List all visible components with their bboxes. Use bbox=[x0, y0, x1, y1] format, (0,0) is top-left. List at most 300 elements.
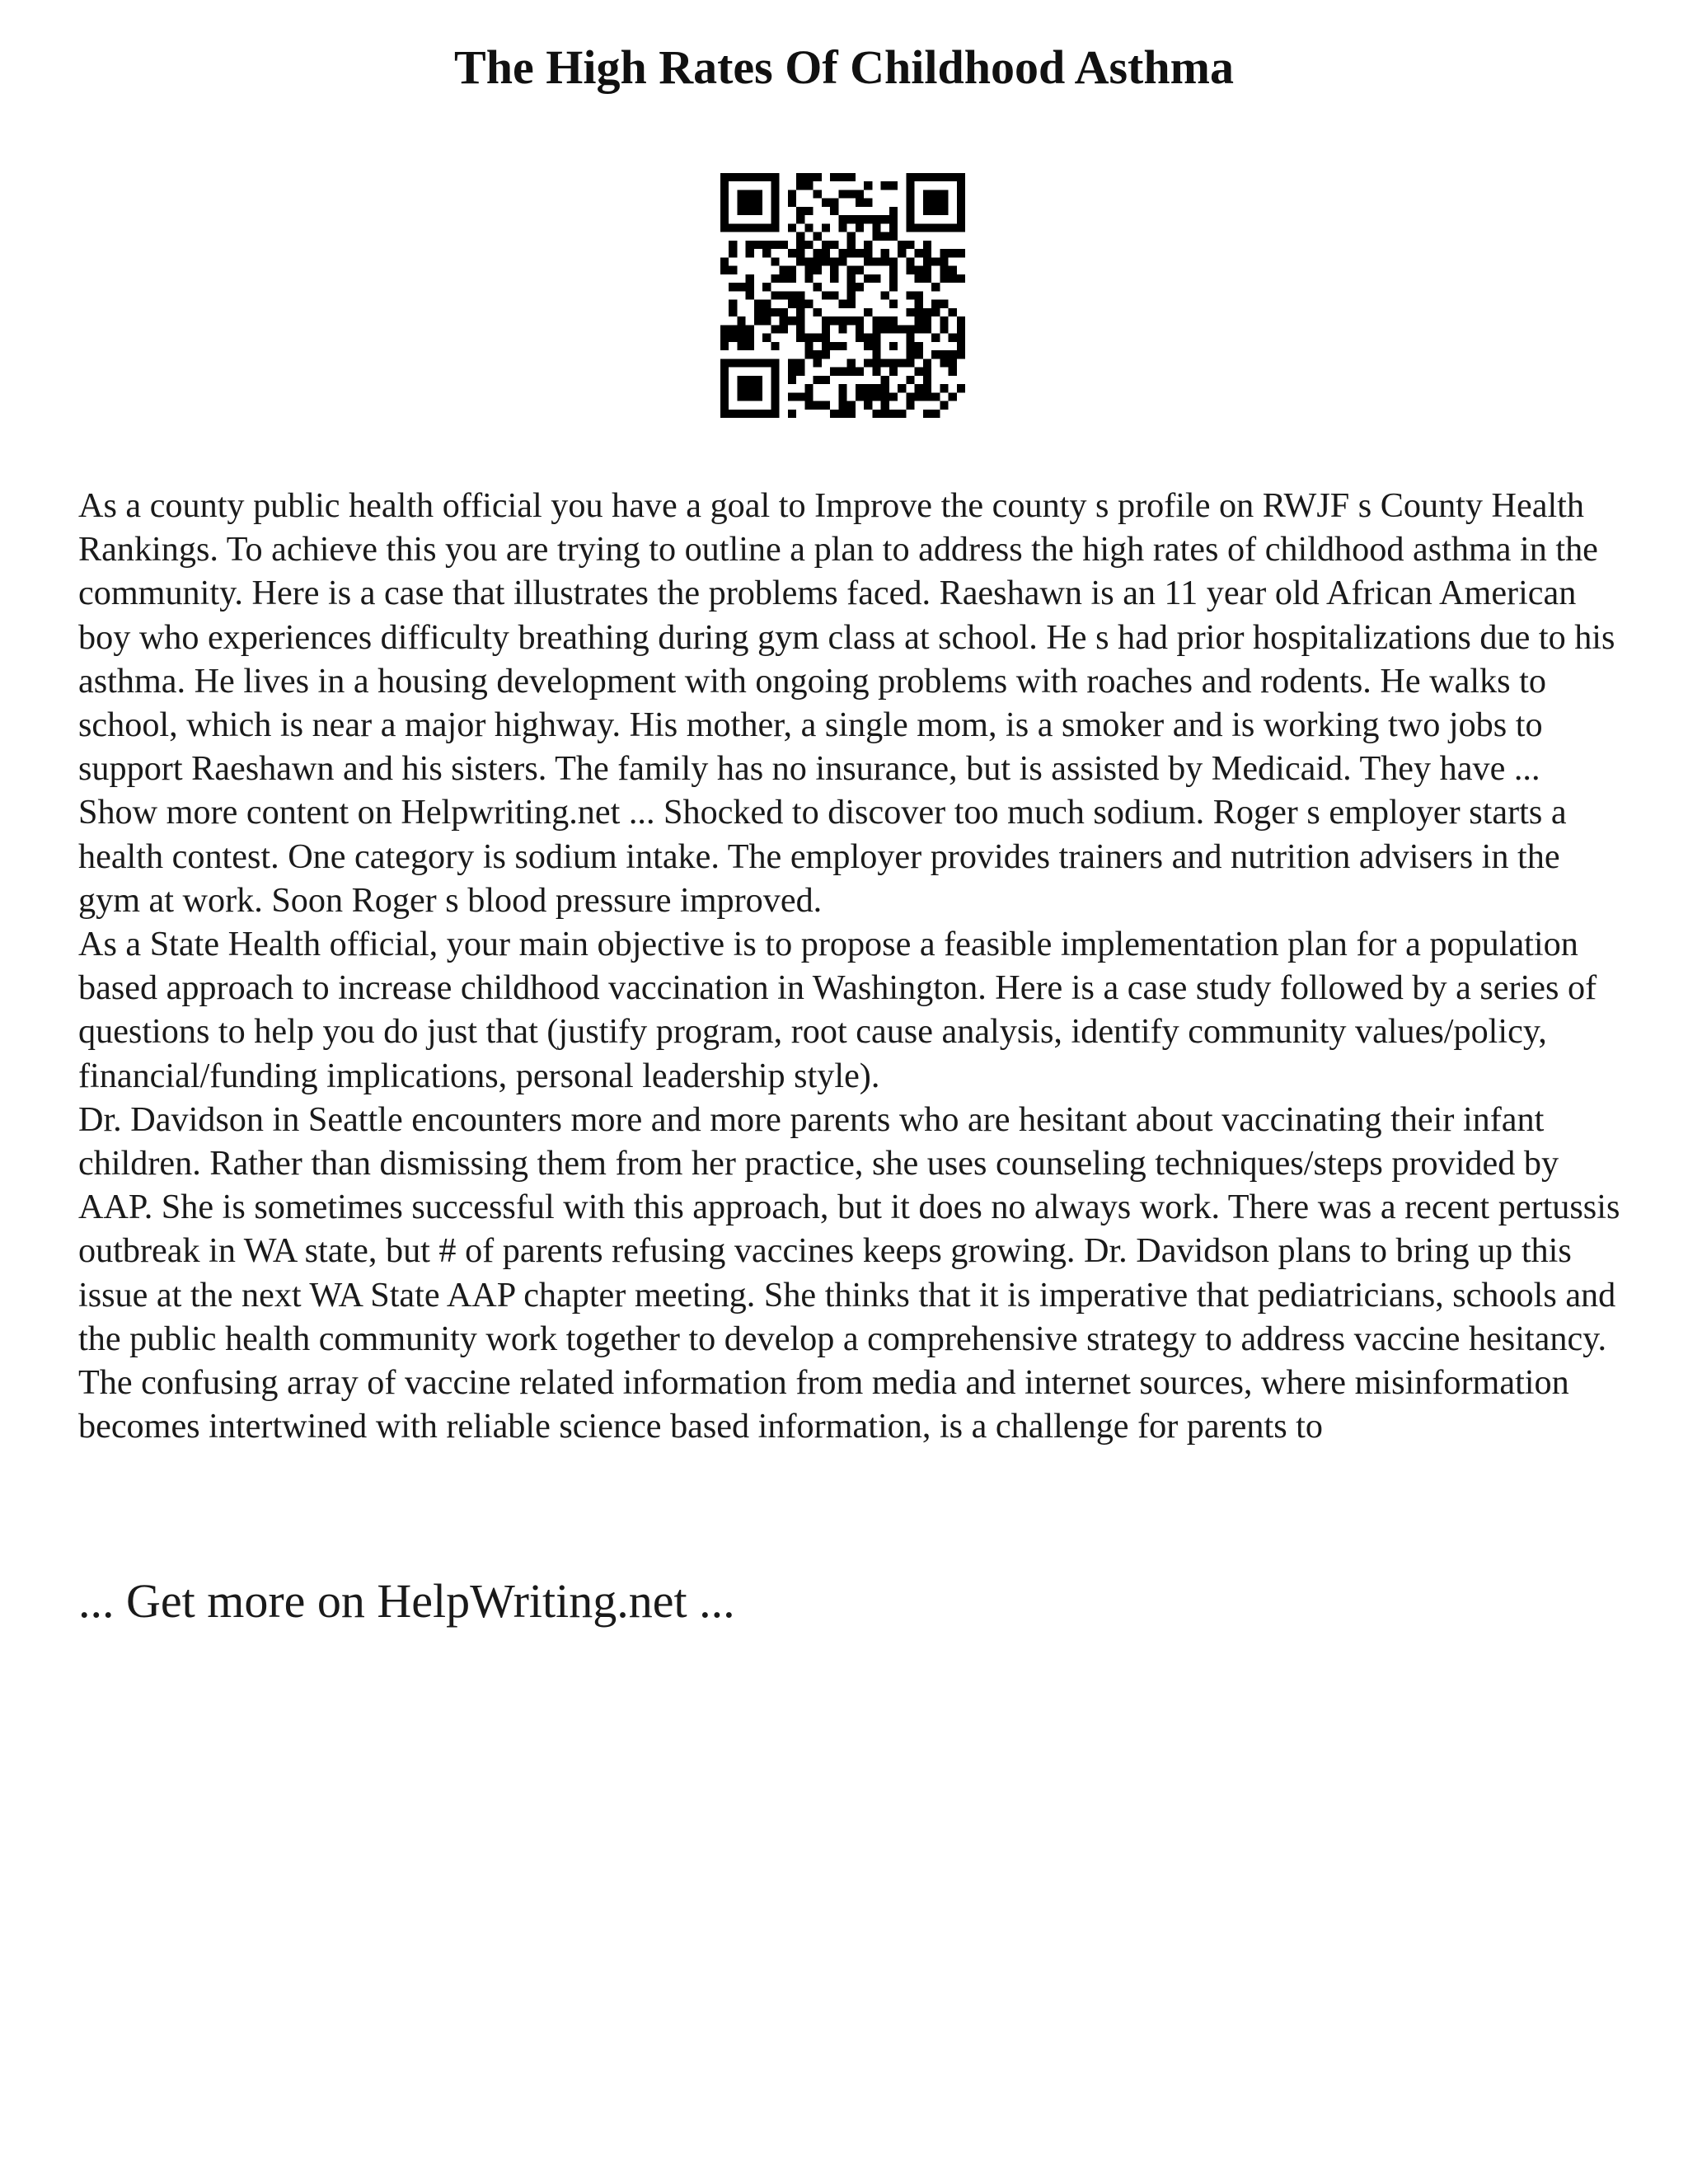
qr-module bbox=[720, 392, 729, 401]
qr-module bbox=[940, 359, 948, 367]
qr-module bbox=[746, 274, 754, 283]
qr-module bbox=[940, 401, 948, 410]
qr-module bbox=[923, 392, 931, 401]
qr-module bbox=[720, 334, 729, 342]
qr-module bbox=[881, 181, 889, 190]
qr-module bbox=[771, 291, 779, 299]
qr-module bbox=[804, 274, 813, 283]
qr-module bbox=[754, 173, 762, 181]
qr-code-icon[interactable] bbox=[720, 173, 965, 418]
qr-module bbox=[957, 384, 965, 392]
qr-module bbox=[838, 215, 846, 223]
qr-module bbox=[864, 257, 872, 265]
qr-module bbox=[729, 241, 737, 249]
qr-module bbox=[746, 283, 754, 291]
qr-module bbox=[771, 257, 779, 265]
qr-module bbox=[957, 181, 965, 190]
qr-module bbox=[949, 368, 957, 376]
qr-module bbox=[746, 199, 754, 207]
qr-module bbox=[720, 368, 729, 376]
qr-module bbox=[814, 232, 822, 241]
qr-module bbox=[923, 173, 931, 181]
qr-module bbox=[864, 384, 872, 392]
qr-module bbox=[720, 173, 729, 181]
qr-module bbox=[906, 257, 914, 265]
qr-module bbox=[847, 368, 856, 376]
qr-module bbox=[737, 376, 745, 384]
qr-module bbox=[838, 401, 846, 410]
qr-module bbox=[864, 334, 872, 342]
qr-module bbox=[847, 190, 856, 198]
qr-module bbox=[822, 241, 830, 249]
qr-module bbox=[906, 266, 914, 274]
qr-module bbox=[822, 350, 830, 359]
qr-module bbox=[754, 300, 762, 308]
qr-module bbox=[830, 316, 838, 325]
qr-module bbox=[754, 190, 762, 198]
qr-module bbox=[754, 308, 762, 316]
qr-module bbox=[881, 325, 889, 333]
qr-module bbox=[720, 207, 729, 215]
qr-module bbox=[915, 300, 923, 308]
qr-module bbox=[788, 359, 796, 367]
qr-module bbox=[814, 173, 822, 181]
qr-module bbox=[737, 223, 745, 232]
qr-module bbox=[822, 325, 830, 333]
qr-module bbox=[915, 384, 923, 392]
qr-module bbox=[796, 257, 804, 265]
qr-module bbox=[737, 359, 745, 367]
qr-module bbox=[788, 376, 796, 384]
qr-module bbox=[762, 316, 771, 325]
qr-module bbox=[754, 199, 762, 207]
qr-module bbox=[847, 249, 856, 257]
qr-module bbox=[720, 376, 729, 384]
qr-module bbox=[889, 342, 898, 350]
qr-module bbox=[949, 308, 957, 316]
qr-module bbox=[830, 207, 838, 215]
qr-module bbox=[856, 325, 864, 333]
qr-module bbox=[788, 291, 796, 299]
qr-module bbox=[822, 291, 830, 299]
qr-module bbox=[830, 410, 838, 418]
qr-module bbox=[788, 300, 796, 308]
qr-module bbox=[720, 266, 729, 274]
qr-module bbox=[780, 308, 788, 316]
qr-module bbox=[872, 350, 880, 359]
qr-module bbox=[838, 392, 846, 401]
qr-module bbox=[804, 181, 813, 190]
qr-module bbox=[788, 316, 796, 325]
qr-module bbox=[771, 173, 779, 181]
qr-module bbox=[771, 181, 779, 190]
qr-module bbox=[940, 266, 948, 274]
qr-module bbox=[957, 190, 965, 198]
qr-module bbox=[881, 410, 889, 418]
qr-module bbox=[872, 232, 880, 241]
qr-module bbox=[762, 308, 771, 316]
qr-module bbox=[923, 257, 931, 265]
qr-module bbox=[898, 359, 906, 367]
qr-module bbox=[746, 392, 754, 401]
qr-module bbox=[872, 334, 880, 342]
qr-module bbox=[838, 190, 846, 198]
qr-module bbox=[771, 325, 779, 333]
qr-module bbox=[780, 291, 788, 299]
qr-module bbox=[771, 342, 779, 350]
qr-module bbox=[737, 190, 745, 198]
qr-module bbox=[856, 199, 864, 207]
qr-module bbox=[923, 274, 931, 283]
qr-module bbox=[796, 359, 804, 367]
qr-module bbox=[940, 199, 948, 207]
qr-module bbox=[838, 316, 846, 325]
qr-module bbox=[889, 257, 898, 265]
qr-module bbox=[847, 266, 856, 274]
qr-module bbox=[796, 300, 804, 308]
qr-module bbox=[847, 410, 856, 418]
qr-module bbox=[889, 392, 898, 401]
qr-module bbox=[822, 376, 830, 384]
qr-module bbox=[737, 207, 745, 215]
qr-module bbox=[804, 223, 813, 232]
qr-module bbox=[957, 325, 965, 333]
qr-module bbox=[906, 207, 914, 215]
qr-module bbox=[872, 410, 880, 418]
qr-module bbox=[923, 316, 931, 325]
qr-module bbox=[881, 232, 889, 241]
qr-module bbox=[729, 283, 737, 291]
qr-module bbox=[957, 350, 965, 359]
qr-module bbox=[780, 241, 788, 249]
qr-module bbox=[754, 410, 762, 418]
qr-module bbox=[804, 342, 813, 350]
qr-module bbox=[872, 215, 880, 223]
qr-module bbox=[915, 266, 923, 274]
qr-module bbox=[822, 199, 830, 207]
qr-module bbox=[957, 342, 965, 350]
qr-module bbox=[746, 325, 754, 333]
qr-module bbox=[931, 207, 940, 215]
qr-module bbox=[906, 308, 914, 316]
qr-module bbox=[720, 257, 729, 265]
qr-module bbox=[906, 325, 914, 333]
article-body bbox=[78, 484, 1628, 1448]
qr-module bbox=[830, 257, 838, 265]
qr-module bbox=[864, 342, 872, 350]
qr-module bbox=[771, 223, 779, 232]
qr-module bbox=[856, 392, 864, 401]
qr-module bbox=[864, 274, 872, 283]
qr-module bbox=[931, 350, 940, 359]
qr-module bbox=[830, 266, 838, 274]
qr-module bbox=[856, 215, 864, 223]
qr-module bbox=[771, 199, 779, 207]
qr-module bbox=[906, 350, 914, 359]
page-title: The High Rates Of Childhood Asthma bbox=[454, 40, 1234, 94]
qr-module bbox=[949, 274, 957, 283]
qr-module bbox=[923, 308, 931, 316]
qr-module bbox=[830, 368, 838, 376]
qr-module bbox=[949, 350, 957, 359]
qr-module bbox=[898, 325, 906, 333]
qr-module bbox=[957, 215, 965, 223]
qr-module bbox=[889, 316, 898, 325]
qr-module bbox=[864, 181, 872, 190]
qr-module bbox=[754, 241, 762, 249]
qr-module bbox=[931, 283, 940, 291]
paragraph-1: As a county public health official you have a goal to Improve the county s profile on RWJF s County Health Rankings. To achieve this you are trying to outline a plan to address the high rates of childhood asthma in the community. Here is a case that illustrates the problems faced. Raeshawn is an 11 year old African American boy who experiences difficulty breathing during gym class at school. He s had prior hospitalizations due to his asthma. He lives in a housing development with ongoing problems with roaches and rodents. He walks to school, which is near a major highway. His mother, a single mom, is a smoker and is working two jobs to support Raeshawn and his sisters. The family has no insurance, but is assisted by Medicaid. They have ... Show more content on Helpwriting.net ... Shocked to discover too much sodium. Roger s employer starts a health contest. One category is sodium intake. The employer provides trainers and nutrition advisers in the gym at work. Soon Roger s blood pressure improved. bbox=[78, 486, 1615, 920]
qr-module bbox=[915, 325, 923, 333]
qr-module bbox=[872, 359, 880, 367]
qr-module bbox=[923, 325, 931, 333]
qr-module bbox=[898, 384, 906, 392]
qr-module bbox=[788, 266, 796, 274]
qr-module bbox=[872, 274, 880, 283]
qr-module bbox=[754, 316, 762, 325]
qr-module bbox=[915, 316, 923, 325]
qr-module bbox=[906, 291, 914, 299]
qr-module bbox=[822, 257, 830, 265]
qr-module bbox=[915, 291, 923, 299]
qr-module bbox=[814, 257, 822, 265]
qr-module bbox=[754, 392, 762, 401]
qr-module bbox=[771, 376, 779, 384]
qr-module bbox=[889, 325, 898, 333]
qr-module bbox=[729, 410, 737, 418]
qr-module bbox=[915, 350, 923, 359]
qr-module bbox=[746, 334, 754, 342]
qr-module bbox=[838, 410, 846, 418]
qr-module bbox=[881, 249, 889, 257]
qr-module bbox=[762, 173, 771, 181]
qr-module bbox=[796, 334, 804, 342]
qr-module bbox=[737, 384, 745, 392]
qr-module bbox=[814, 308, 822, 316]
qr-module bbox=[864, 392, 872, 401]
qr-module bbox=[737, 283, 745, 291]
qr-module bbox=[771, 359, 779, 367]
qr-module bbox=[931, 308, 940, 316]
qr-module bbox=[830, 291, 838, 299]
qr-module bbox=[915, 342, 923, 350]
qr-module bbox=[957, 334, 965, 342]
qr-module bbox=[889, 215, 898, 223]
qr-module bbox=[830, 274, 838, 283]
qr-module bbox=[814, 350, 822, 359]
qr-module bbox=[729, 359, 737, 367]
qr-module bbox=[720, 342, 729, 350]
qr-module bbox=[822, 401, 830, 410]
qr-module bbox=[949, 266, 957, 274]
qr-module bbox=[881, 401, 889, 410]
qr-module bbox=[889, 232, 898, 241]
qr-module bbox=[788, 274, 796, 283]
qr-module bbox=[796, 325, 804, 333]
qr-module bbox=[822, 342, 830, 350]
qr-module bbox=[889, 283, 898, 291]
qr-module bbox=[881, 376, 889, 384]
qr-module bbox=[814, 266, 822, 274]
qr-module bbox=[796, 308, 804, 316]
qr-module bbox=[957, 173, 965, 181]
qr-module bbox=[804, 300, 813, 308]
qr-module bbox=[856, 283, 864, 291]
qr-module bbox=[720, 325, 729, 333]
qr-module bbox=[762, 334, 771, 342]
qr-module bbox=[923, 207, 931, 215]
qr-module bbox=[804, 266, 813, 274]
qr-module bbox=[754, 359, 762, 367]
qr-module bbox=[864, 401, 872, 410]
qr-module bbox=[780, 325, 788, 333]
qr-module bbox=[940, 223, 948, 232]
qr-module bbox=[762, 410, 771, 418]
qr-module bbox=[957, 316, 965, 325]
qr-module bbox=[737, 173, 745, 181]
qr-module bbox=[864, 199, 872, 207]
qr-module bbox=[856, 368, 864, 376]
qr-module bbox=[847, 241, 856, 249]
qr-module bbox=[771, 308, 779, 316]
qr-module bbox=[746, 291, 754, 299]
qr-module bbox=[931, 392, 940, 401]
qr-module bbox=[940, 300, 948, 308]
qr-module bbox=[957, 223, 965, 232]
qr-module bbox=[881, 384, 889, 392]
qr-module bbox=[931, 190, 940, 198]
qr-module bbox=[771, 392, 779, 401]
qr-module bbox=[881, 392, 889, 401]
qr-module bbox=[746, 223, 754, 232]
qr-module bbox=[923, 223, 931, 232]
qr-module bbox=[881, 215, 889, 223]
qr-module bbox=[847, 316, 856, 325]
qr-module bbox=[872, 325, 880, 333]
qr-module bbox=[856, 334, 864, 342]
qr-module bbox=[940, 274, 948, 283]
qr-module bbox=[898, 241, 906, 249]
qr-module bbox=[720, 384, 729, 392]
qr-module bbox=[822, 316, 830, 325]
qr-module bbox=[771, 190, 779, 198]
qr-module bbox=[804, 401, 813, 410]
qr-module bbox=[720, 401, 729, 410]
qr-module bbox=[923, 241, 931, 249]
get-more-link[interactable]: ... Get more on HelpWriting.net ... bbox=[78, 1574, 735, 1628]
qr-module bbox=[957, 249, 965, 257]
qr-module bbox=[906, 190, 914, 198]
qr-module bbox=[780, 316, 788, 325]
qr-module bbox=[746, 359, 754, 367]
qr-module bbox=[906, 215, 914, 223]
qr-module bbox=[796, 173, 804, 181]
qr-module bbox=[872, 384, 880, 392]
qr-module bbox=[729, 223, 737, 232]
qr-module bbox=[720, 199, 729, 207]
qr-module bbox=[762, 359, 771, 367]
qr-module bbox=[940, 190, 948, 198]
qr-module bbox=[720, 190, 729, 198]
qr-module bbox=[796, 232, 804, 241]
qr-module bbox=[737, 316, 745, 325]
qr-module bbox=[830, 199, 838, 207]
qr-module bbox=[898, 249, 906, 257]
qr-module bbox=[746, 410, 754, 418]
qr-module bbox=[746, 249, 754, 257]
qr-module bbox=[796, 368, 804, 376]
qr-module bbox=[856, 190, 864, 198]
qr-module bbox=[830, 241, 838, 249]
qr-module bbox=[931, 300, 940, 308]
qr-module bbox=[906, 334, 914, 342]
qr-module bbox=[796, 241, 804, 249]
qr-module bbox=[838, 325, 846, 333]
qr-module bbox=[889, 368, 898, 376]
qr-module bbox=[796, 316, 804, 325]
qr-module bbox=[838, 300, 846, 308]
qr-module bbox=[915, 223, 923, 232]
qr-module bbox=[923, 359, 931, 367]
qr-module bbox=[804, 207, 813, 215]
qr-module bbox=[746, 190, 754, 198]
qr-module bbox=[906, 401, 914, 410]
qr-module bbox=[838, 342, 846, 350]
qr-module bbox=[889, 359, 898, 367]
qr-module bbox=[889, 181, 898, 190]
qr-module bbox=[923, 190, 931, 198]
qr-module bbox=[889, 266, 898, 274]
qr-module bbox=[915, 308, 923, 316]
qr-module bbox=[847, 300, 856, 308]
qr-module bbox=[923, 384, 931, 392]
qr-module bbox=[720, 215, 729, 223]
qr-module bbox=[788, 392, 796, 401]
qr-module bbox=[957, 199, 965, 207]
qr-module bbox=[762, 300, 771, 308]
qr-module bbox=[737, 410, 745, 418]
qr-module bbox=[949, 173, 957, 181]
qr-module bbox=[796, 291, 804, 299]
qr-module bbox=[838, 368, 846, 376]
qr-module bbox=[788, 249, 796, 257]
qr-module bbox=[838, 257, 846, 265]
qr-module bbox=[847, 401, 856, 410]
qr-module bbox=[720, 181, 729, 190]
qr-module bbox=[940, 173, 948, 181]
qr-module bbox=[931, 199, 940, 207]
qr-module bbox=[746, 384, 754, 392]
qr-module bbox=[864, 308, 872, 316]
qr-module bbox=[771, 207, 779, 215]
qr-module bbox=[864, 359, 872, 367]
qr-module bbox=[906, 223, 914, 232]
qr-module bbox=[804, 392, 813, 401]
qr-module bbox=[847, 232, 856, 241]
qr-module bbox=[881, 291, 889, 299]
qr-module bbox=[729, 266, 737, 274]
qr-module bbox=[864, 215, 872, 223]
qr-module bbox=[940, 257, 948, 265]
qr-module bbox=[957, 274, 965, 283]
qr-module bbox=[788, 410, 796, 418]
qr-module bbox=[847, 173, 856, 181]
qr-module bbox=[762, 241, 771, 249]
qr-module bbox=[762, 283, 771, 291]
qr-module bbox=[737, 325, 745, 333]
qr-module bbox=[915, 368, 923, 376]
qr-module bbox=[788, 199, 796, 207]
